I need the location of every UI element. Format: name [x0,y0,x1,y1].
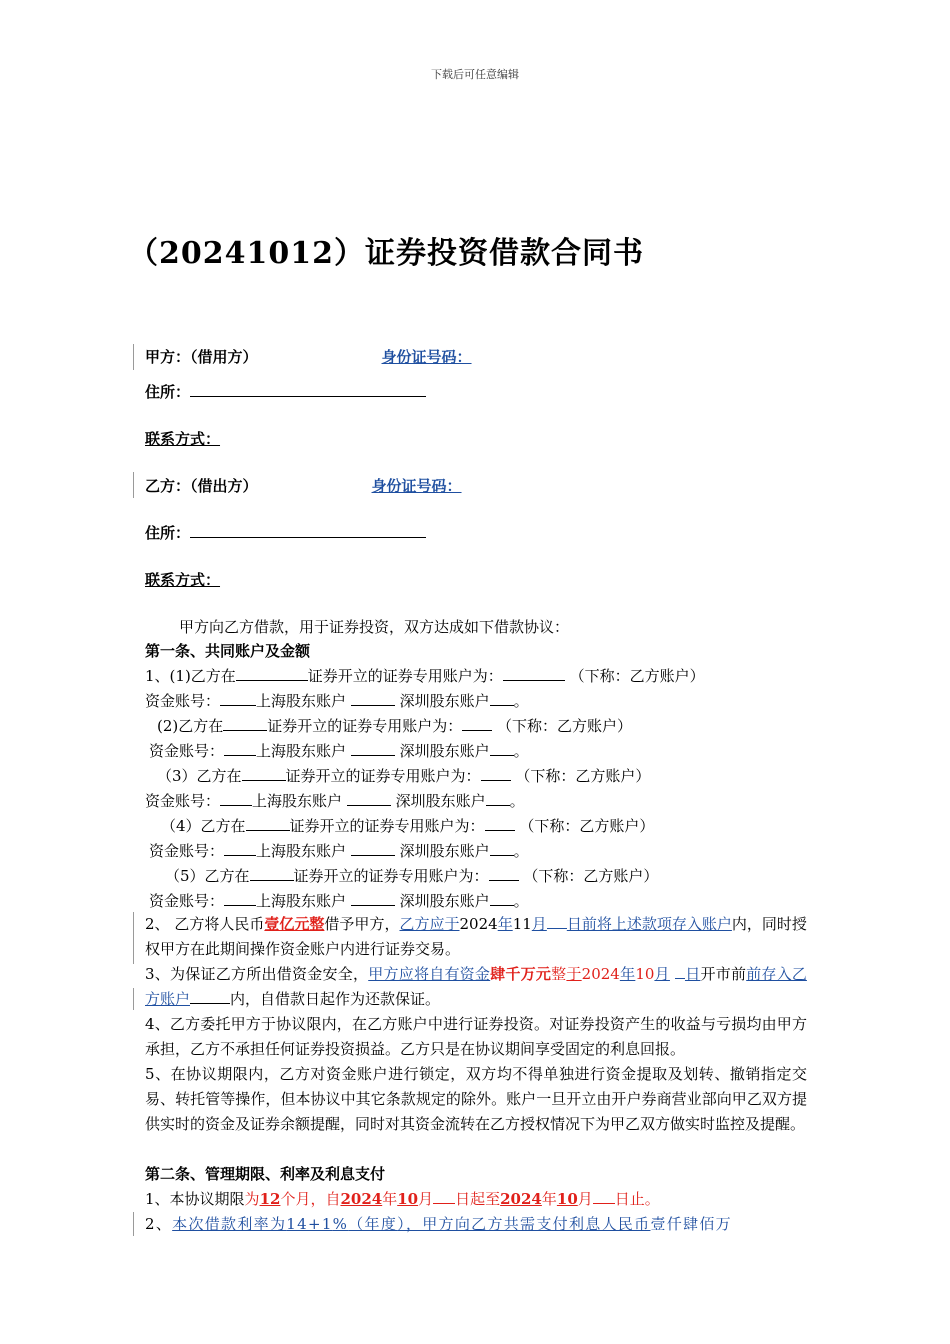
fund-account-3-line: 资金账号： 上海股东账户 深圳股东账户 。 [145,792,525,810]
loan-amount: 壹亿元整 [264,915,325,933]
intro-paragraph: 甲方向乙方借款，用于证券投资，双方达成如下借款协议： [179,618,570,636]
clause-1-5: 5、在协议期限内，乙方对资金账户进行锁定，双方均不得单独进行资金提取及划转、撤销指定交易、转托管等操作，但本协议中其它条款规定的除外。账户一旦开立由开户券商营业部向甲乙双方提供实时的资金及证券余额提醒，同时对其资金流转在乙方授权情况下为甲乙双方做实时监控及提醒。 [145,1065,807,1133]
clause-2-2: 2、本次借款利率为14+1%（年度），甲方向乙方共需支付利息人民币壹仟肆佰万 [145,1215,732,1233]
page-header: 下载后可任意编辑 [431,68,519,81]
party-b-line [145,475,462,496]
fund-account-5-line: 资金账号： 上海股东账户 深圳股东账户 。 [149,892,529,910]
sh-blank[interactable] [351,891,395,906]
revision-bar [133,1212,134,1236]
party-b-contact: 联系方式： [145,571,221,589]
party-b-address-blank[interactable] [190,523,426,538]
party-a-address [145,381,426,402]
party-a-line [145,346,472,367]
sz-blank[interactable] [490,891,514,906]
fund-account-1-line: 资金账号： 上海股东账户 深圳股东账户 。 [145,692,529,710]
account-1-line: 1、(1)乙方在 证券开立的证券专用账户为： （下称：乙方账户） [145,667,705,685]
clause-1-3: 3、为保证乙方所出借资金安全，甲方应将自有资金肆千万元整于2024年10月 日开市前前存入乙方账户 内，自借款日起作为还款保证。 [145,965,807,1008]
party-b-label: 乙方：（借出方） [145,477,258,495]
fund-blank[interactable] [224,841,256,856]
party-a-label: 甲方：（借用方） [145,348,258,366]
party-b-id-label: 身份证号码： [371,477,462,495]
broker-blank[interactable] [250,866,294,881]
revision-bar [133,344,134,370]
clause-1-4: 4、乙方委托甲方于协议限内，在乙方账户中进行证券投资。对证券投资产生的收益与亏损均由甲方承担，乙方不承担任何证券投资损益。乙方只是在协议期间享受固定的利息回报。 [145,1015,807,1058]
party-b-address [145,522,426,543]
article2-heading: 第二条、管理期限、利率及利息支付 [145,1165,386,1183]
account-blank[interactable] [481,766,511,781]
article1-heading: 第一条、共同账户及金额 [145,642,311,660]
account-2-line: (2)乙方在 证券开立的证券专用账户为： （下称：乙方账户） [157,717,633,735]
account-blank[interactable] [485,816,515,831]
deposit-blank[interactable] [190,989,230,1004]
fund-blank[interactable] [220,691,256,706]
sz-blank[interactable] [490,691,514,706]
sz-blank[interactable] [490,841,514,856]
party-b-address-label: 住所： [145,524,191,542]
fund-blank[interactable] [224,741,256,756]
revision-bar [133,988,134,1010]
start-day-blank[interactable] [433,1189,455,1204]
party-a-address-blank[interactable] [190,382,426,397]
account-3-line: （3）乙方在 证券开立的证券专用账户为： （下称：乙方账户） [157,767,651,785]
deposit-amount: 肆千万元 [490,965,552,983]
party-a-id-field[interactable] [258,348,472,366]
party-a-address-label: 住所： [145,383,191,401]
day-blank[interactable] [547,914,567,929]
broker-blank[interactable] [246,816,290,831]
broker-blank[interactable] [242,766,286,781]
party-b-id-field[interactable] [258,477,462,495]
fund-account-2-line: 资金账号： 上海股东账户 深圳股东账户 。 [149,742,529,760]
day-blank[interactable] [675,964,685,979]
revision-bar [133,472,134,498]
end-day-blank[interactable] [593,1189,615,1204]
party-a-contact: 联系方式： [145,430,221,448]
sh-blank[interactable] [351,691,395,706]
party-a-id-label: 身份证号码： [381,348,472,366]
revision-bar [133,912,134,964]
fund-account-4-line: 资金账号： 上海股东账户 深圳股东账户 。 [149,842,529,860]
broker-blank[interactable] [236,666,308,681]
sh-blank[interactable] [347,791,391,806]
clause-1-2: 2、 乙方将人民币壹亿元整借予甲方，乙方应于2024年11月 日前将上述款项存入账户内，同时授权甲方在此期间操作资金账户内进行证券交易。 [145,915,807,958]
document-title: （20241012）证券投资借款合同书 [128,236,644,271]
sz-blank[interactable] [490,741,514,756]
sh-blank[interactable] [351,841,395,856]
sz-blank[interactable] [486,791,510,806]
account-blank[interactable] [503,666,565,681]
sh-blank[interactable] [351,741,395,756]
clause-2-1: 1、本协议期限为12个月，自2024年10月 日起至2024年10月 日止。 [145,1190,660,1208]
account-blank[interactable] [489,866,519,881]
broker-blank[interactable] [223,716,267,731]
fund-blank[interactable] [220,791,252,806]
account-blank[interactable] [462,716,492,731]
account-4-line: （4）乙方在 证券开立的证券专用账户为： （下称：乙方账户） [161,817,655,835]
fund-blank[interactable] [224,891,256,906]
account-5-line: （5）乙方在 证券开立的证券专用账户为： （下称：乙方账户） [165,867,659,885]
